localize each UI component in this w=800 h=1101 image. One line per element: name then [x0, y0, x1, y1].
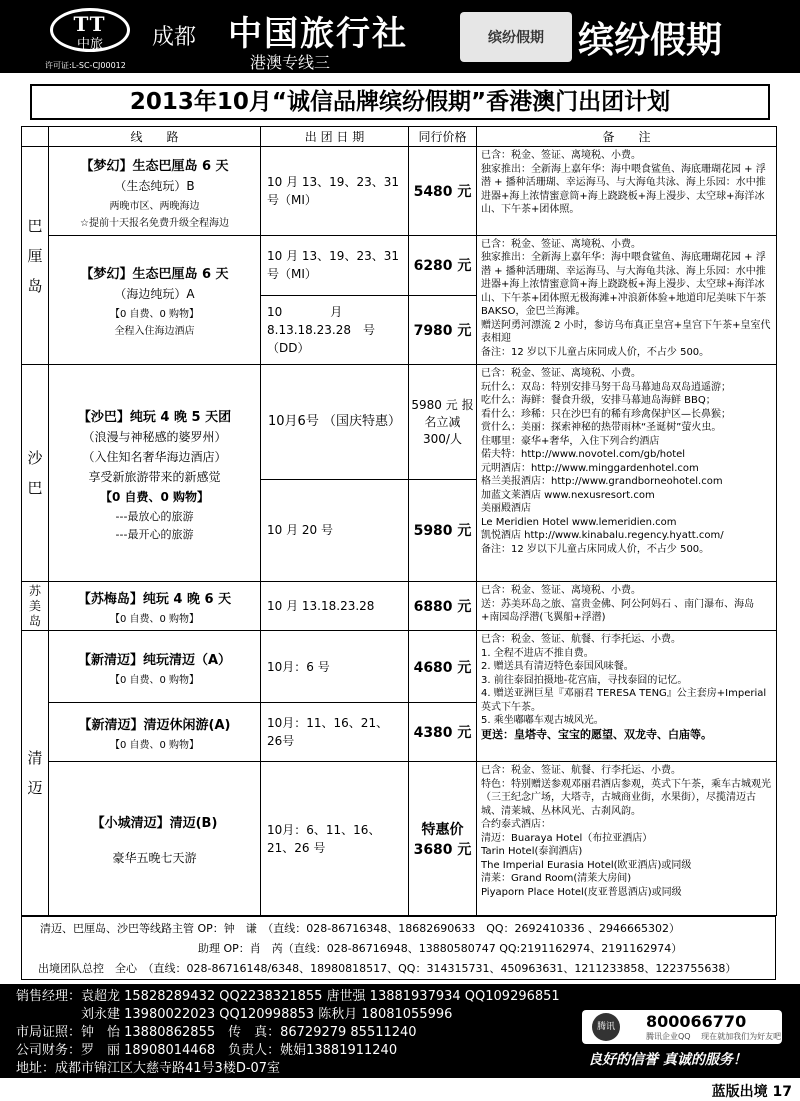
qq-subtext: 腾讯企业QQ 现在就加我们为好友吧: [646, 1032, 782, 1041]
notes-cell: 已含：税金、签证、离境税、小费。 独家推出：全新海上嘉年华：海中喂食鲨鱼、海底珊瑚花园 + 浮潜 + 播种活珊瑚、幸运海马、与大海龟共泳、海上乐园：水中推进器+海上浓情蜜意筒+海上跷跷板+海上漫步、太空球+海洋冰山、下午茶+团体照无极海滩+冲浪新体验+地道印尼美味下午茶 BAKSO，金巴兰海滩。 赠送阿勇河漂流 2 小时，参访乌布真正皇宫+皇宫下午茶+皇室代表相迎 备注：12 岁以下儿童占床同成人价，不占少 500。: [477, 235, 777, 365]
notes-cell: 已含：税金、签证、离境税、小费。 送：苏美环岛之旅、富贵金佛、阿公阿妈石 、南门瀑布、海岛+南园岛浮潜(飞翼船+浮潜): [477, 582, 777, 631]
region-bali: 巴厘岛: [22, 147, 49, 365]
table-header-row: [22, 127, 777, 147]
header-price: 同行价格: [409, 127, 477, 147]
table-row: [22, 147, 777, 235]
contact-line: 清迈、巴厘岛、沙巴等线路主管 OP：钟 谦 （直线：028-86716348、18682690633 QQ：2692410336 、2946665302）: [40, 922, 681, 935]
dates-cell: 10 月 13、19、23、31 号（MI）: [261, 147, 409, 235]
table-row: [22, 365, 777, 480]
route-cell: 【沙巴】纯玩 4 晚 5 天团 （浪漫与神秘感的婆罗州） （入住知名奢华海边酒店） 享受新旅游带来的新感觉 【0 自费、0 购物】 ---最放心的旅游 ---最开心的旅游: [49, 365, 261, 582]
price-cell: 6280 元: [409, 235, 477, 296]
dates-cell: 10 月 13、19、23、31 号（MI）: [261, 235, 409, 296]
brand-name: 中国旅行社: [228, 14, 408, 54]
dates-cell: 10月：6 号: [261, 631, 409, 703]
table-row: [22, 762, 777, 916]
dates-cell: 10 月 13.18.23.28: [261, 582, 409, 631]
table-row: [22, 631, 777, 703]
city-name: 成都: [152, 25, 197, 50]
page-title: 2013年10月“诚信品牌缤纷假期”香港澳门出团计划: [30, 84, 770, 120]
region-sumei: 苏美岛: [22, 582, 49, 631]
binfen-title: 缤纷假期: [578, 19, 723, 61]
page-number: 蓝版出境 17: [711, 1084, 792, 1100]
region-chiangmai: 清迈: [22, 631, 49, 916]
price-cell: 4380 元: [409, 702, 477, 761]
table-row: [22, 235, 777, 296]
contacts-box: [21, 916, 776, 980]
notes-cell: 已含：税金、签证、离境税、小费。 独家推出：全新海上嘉年华：海中喂食鲨鱼、海底珊瑚花园 + 浮潜 + 播种活珊瑚、幸运海马、与大海龟共泳、海上乐园：水中推进器+海上浓情蜜意筒+海上跷跷板+海上漫步、太空球+海洋冰山、下午茶+团体照。: [477, 147, 777, 235]
sales-row: 刘永建 13980022023 QQ120998853 陈秋月 18081055996: [16, 1007, 453, 1022]
route-cell: 【新清迈】纯玩清迈（A） 【0 自费、0 购物】: [49, 631, 261, 703]
route-cell: 【梦幻】生态巴厘岛 6 天 （生态纯玩）B 两晚市区、两晚海边 ☆提前十天报名免费升级全程海边: [49, 147, 261, 235]
price-cell: 4680 元: [409, 631, 477, 703]
price-cell: 6880 元: [409, 582, 477, 631]
address: 地址：成都市锦江区大慈寺路41号3楼D-07室: [16, 1061, 281, 1076]
contact-line: 出境团队总控 全心 （直线：028-86716148/6348、18980818517、QQ：314315731、450963631、1211233858、1223755638）: [38, 962, 737, 975]
qq-number: 800066770: [646, 1012, 747, 1031]
price-cell: 5480 元: [409, 147, 477, 235]
qq-penguin-icon: 腾讯: [592, 1013, 620, 1041]
notes-cell: 已含：税金、签证、航餐、行李托运、小费。 1. 全程不进店不推自费。 2. 赠送具有清迈特色泰国风味餐。 3. 前往泰囧拍摄地-花宫庙，寻找泰囧的记忆。 4. 赠送亚洲巨星『邓丽君 TERESA TENG』公主套房+Imperial 英式下午茶。 5. 乘坐嘟嘟车观古城风光。 更送：皇塔寺、宝宝的愿望、双龙寺、白庙等。: [477, 631, 777, 762]
slogan: 良好的信誉 真诚的服务！: [588, 1052, 747, 1068]
route-cell: 【新清迈】清迈休闲游(A) 【0 自费、0 购物】: [49, 702, 261, 761]
notes-cell: 已含：税金、签证、离境税、小费。 玩什么：双岛：特别安排马努干岛马幕迪岛双岛逍遥游； 吃什么：海鲜：餐食升级，安排马幕迪岛海鲜 BBQ； 看什么：珍稀：只在沙巴有的稀有珍禽保护区—长鼻猴； 赏什么：美丽：探索神秘的热带雨林“圣诞树”萤火虫。 住哪里：豪华+奢华，入住下列合约酒店 偌夫特：http://www.novotel.com/gb/hotel 元明酒店：http://www.minggardenhotel.com 格兰美报酒店：http://www.grandborneohotel.com 加蓝文莱酒店 www.nexusresort.com 美丽殿酒店 Le Meridien Hotel www.lemeridien.com 凯悦酒店 http://www.kinabalu.regency.hyatt.com/ 备注：12 岁以下儿童占床同成人价，不占少 500。: [477, 365, 777, 582]
price-cell: 5980 元 报名立减 300/人: [409, 365, 477, 480]
dates-cell: 10 月 8.13.18.23.28 号（DD）: [261, 296, 409, 365]
binfen-badge: 缤纷假期: [460, 12, 572, 62]
license-number: 许可证:L-SC-CJ00012: [45, 61, 126, 70]
header-spacer: [22, 127, 49, 147]
header-route: 线 路: [49, 127, 261, 147]
header-dates: 出 团 日 期: [261, 127, 409, 147]
sales-row: 市局证照：钟 怡 13880862855 传 真：86729279 85511240: [16, 1025, 417, 1040]
dates-cell: 10 月 20 号: [261, 479, 409, 581]
sales-row: 公司财务：罗 丽 18908014468 负责人：姚娟13881911240: [16, 1043, 398, 1058]
qq-badge: [582, 1010, 782, 1044]
sales-row: 销售经理：袁超龙 15828289432 QQ2238321855 唐世强 13881937934 QQ109296851: [16, 989, 560, 1004]
header-notes: 备 注: [477, 127, 777, 147]
price-cell: 5980 元: [409, 479, 477, 581]
logo-mark: TT: [73, 12, 107, 36]
dates-cell: 10月：11、16、21、26号: [261, 702, 409, 761]
price-cell: 7980 元: [409, 296, 477, 365]
notes-cell: 已含：税金、签证、航餐、行李托运、小费。 特色：特别赠送参观邓丽君酒店参观，英式下午茶，乘车古城观光（三王纪念广场，大塔寺，古城商业街，水果街），尽揽清迈古城、清莱城、丛林风光、古刹风韵。 合约泰式酒店： 清迈：Buaraya Hotel（布拉亚酒店） Tarin Hotel(泰润酒店) The Imperial Eurasia Hotel(欧亚酒店)或同级 清莱：Grand Room(清莱大房间) Piyaporn Place Hotel(皮亚普恩酒店)或同级: [477, 762, 777, 916]
price-cell: 特惠价 3680 元: [409, 762, 477, 916]
logo-cn: 中旅: [76, 37, 103, 52]
route-cell: 【小城清迈】清迈(B) 豪华五晚七天游: [49, 762, 261, 916]
line-name: 港澳专线三: [250, 53, 331, 72]
route-cell: 【梦幻】生态巴厘岛 6 天 （海边纯玩）A 【0 自费、0 购物】 全程入住海边酒店: [49, 235, 261, 365]
region-sabah: 沙巴: [22, 365, 49, 582]
dates-cell: 10月6号 （国庆特惠）: [261, 365, 409, 480]
tour-plan-table: [21, 126, 777, 916]
table-row: [22, 582, 777, 631]
company-logo: [50, 8, 130, 52]
header-banner: [0, 0, 800, 73]
route-cell: 【苏梅岛】纯玩 4 晚 6 天 【0 自费、0 购物】: [49, 582, 261, 631]
dates-cell: 10月：6、11、16、21、26 号: [261, 762, 409, 916]
contact-line: 助理 OP：肖 芮（直线：028-86716948、13880580747 QQ:2191162974、2191162974）: [198, 942, 683, 955]
